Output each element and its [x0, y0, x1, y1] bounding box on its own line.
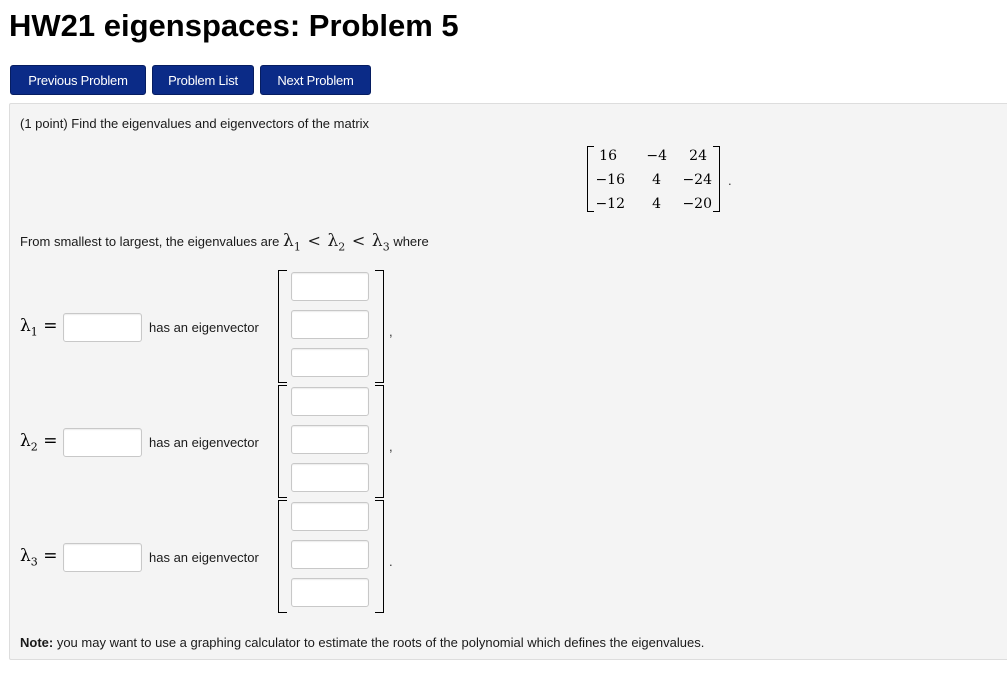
matrix-right-bracket [713, 146, 720, 212]
previous-problem-button[interactable]: Previous Problem [10, 65, 146, 95]
eigenvector-2-entry-3[interactable] [291, 463, 369, 492]
order-lambda-2: $\lambda_2$ [327, 231, 346, 254]
matrix-cell: −16 [595, 172, 625, 188]
order-lambda-3: $\lambda_3$ [371, 231, 390, 254]
order-where: where [393, 234, 429, 249]
problem-nav [10, 65, 371, 95]
matrix-cell: 4 [652, 196, 661, 212]
eigenvector-1-entry-2[interactable] [291, 310, 369, 339]
matrix [587, 146, 747, 212]
problem-body [9, 103, 1007, 660]
vector-1-right-bracket [375, 270, 384, 383]
eigenvalue-order-sentence [20, 231, 429, 253]
problem-list-button[interactable]: Problem List [152, 65, 254, 95]
note [20, 635, 704, 650]
vector-3-left-bracket [278, 500, 287, 613]
eigenvector-2-entry-2[interactable] [291, 425, 369, 454]
lambda-3-input[interactable] [63, 543, 142, 572]
matrix-cell: −4 [646, 148, 667, 164]
eigenvector-2-entry-1[interactable] [291, 387, 369, 416]
vector-3-right-bracket [375, 500, 384, 613]
matrix-cell: −24 [682, 172, 712, 188]
eigenvector-label-3: has an eigenvector [149, 550, 259, 565]
eigenvector-1-entry-3[interactable] [291, 348, 369, 377]
eigenvector-3-entry-3[interactable] [291, 578, 369, 607]
note-label: Note: [20, 635, 54, 650]
matrix-cell: −12 [595, 196, 625, 212]
lambda-3-label: $\lambda_3$ = [20, 546, 58, 569]
order-lambda-1: $\lambda_1$ [283, 231, 301, 254]
vector-1-separator: , [389, 324, 393, 339]
vector-1-left-bracket [278, 270, 287, 383]
eigenvector-label-1: has an eigenvector [149, 320, 259, 335]
lambda-1-label: $\lambda_1$ = [20, 316, 58, 339]
eigenvector-3-entry-2[interactable] [291, 540, 369, 569]
eigenvector-3-entry-1[interactable] [291, 502, 369, 531]
vector-2-separator: , [389, 439, 393, 454]
vector-3-separator: . [389, 554, 393, 569]
matrix-period: . [728, 173, 732, 188]
note-text: you may want to use a graphing calculator to estimate the roots of the polynomial which defines the eigenvalues. [53, 635, 705, 650]
vector-2-right-bracket [375, 385, 384, 498]
lambda-2-label: $\lambda_2$ = [20, 431, 58, 454]
eigenvector-1-entry-1[interactable] [291, 272, 369, 301]
vector-2-left-bracket [278, 385, 287, 498]
eigenvector-label-2: has an eigenvector [149, 435, 259, 450]
page-title: HW21 eigenspaces: Problem 5 [9, 8, 459, 43]
less-than-symbol: < [351, 231, 366, 250]
matrix-cell: 24 [689, 148, 707, 164]
order-text: From smallest to largest, the eigenvalues are [20, 234, 280, 249]
lambda-1-input[interactable] [63, 313, 142, 342]
lambda-2-input[interactable] [63, 428, 142, 457]
matrix-cell: 4 [652, 172, 661, 188]
matrix-cell: −20 [682, 196, 712, 212]
problem-intro: (1 point) Find the eigenvalues and eigenvectors of the matrix [20, 116, 370, 131]
less-than-symbol: < [307, 231, 321, 250]
matrix-cell: 16 [599, 148, 617, 164]
next-problem-button[interactable]: Next Problem [260, 65, 371, 95]
